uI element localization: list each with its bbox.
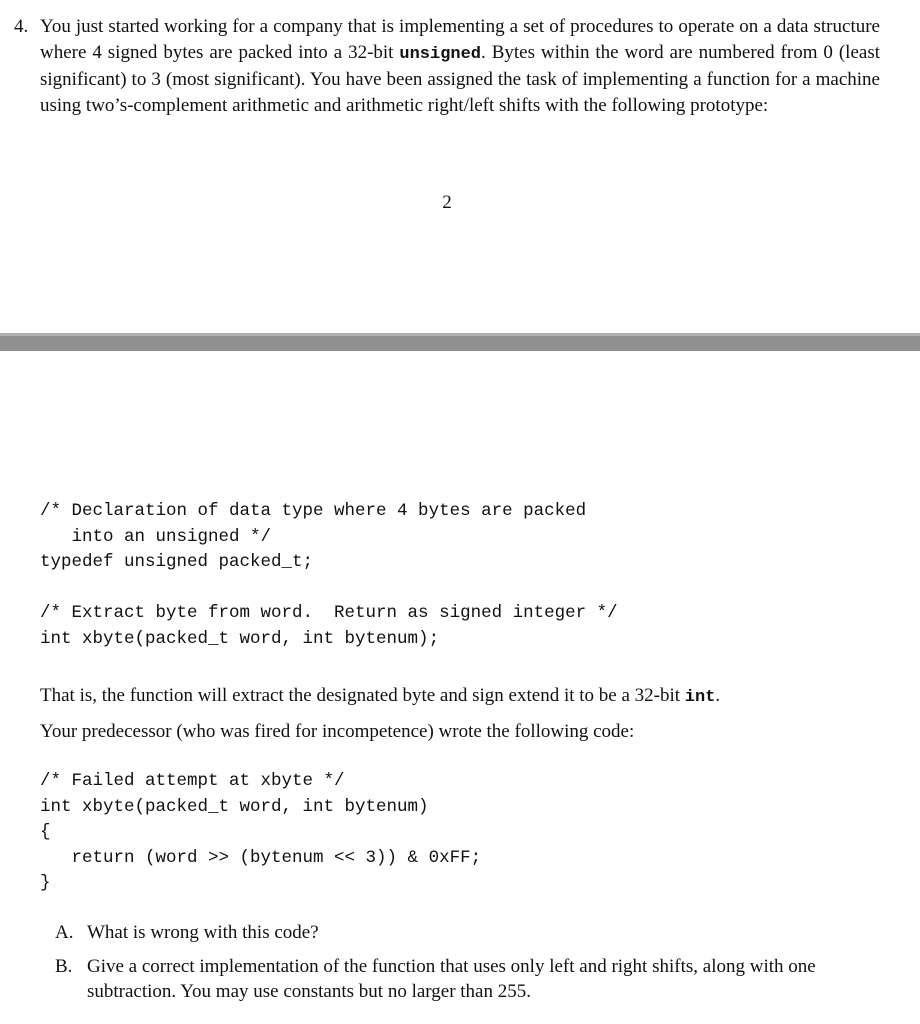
explanation-inline-code: int <box>684 688 716 707</box>
question-label: B. <box>55 955 73 977</box>
code-line: int xbyte(packed_t word, int bytenum) <box>40 796 429 817</box>
code-line: /* Declaration of data type where 4 bytes are packed <box>40 501 587 521</box>
code-line: { <box>40 822 51 842</box>
problem-text <box>40 14 880 118</box>
prototype-code-block <box>40 499 618 652</box>
question-list <box>55 920 885 1005</box>
page-break-divider <box>0 333 920 351</box>
question-text: What is wrong with this code? <box>87 922 319 943</box>
question-item <box>55 954 885 1005</box>
explanation-period: . <box>715 685 721 706</box>
code-line: into an unsigned */ <box>40 526 272 547</box>
code-line: return (word >> (bytenum << 3)) & 0xFF; <box>40 847 482 868</box>
problem-statement <box>14 14 880 213</box>
question-item <box>55 920 885 946</box>
failed-code-block <box>40 769 481 897</box>
code-line: typedef unsigned packed_t; <box>40 552 314 572</box>
problem-inline-code: unsigned <box>399 44 482 64</box>
code-line: /* Failed attempt at xbyte */ <box>40 771 345 791</box>
problem-text-part2: . Bytes within the word are numbered from 0 (least significant) to 3 (most significant). You have been assigned the task of implementing a function for a machine using two’s-complement arithmetic and arithmetic right/left shifts with the following prototype: <box>40 41 880 116</box>
question-label: A. <box>55 922 74 943</box>
explanation-text: That is, the function will extract the designated byte and sign extend it to be a 32-bit <box>40 685 685 706</box>
question-text: Give a correct implementation of the function that uses only left and right shifts, along with one subtraction. You may use constants but no larger than 255. <box>87 955 816 1002</box>
explanation-line-1 <box>40 683 880 710</box>
explanation-paragraph <box>40 683 880 744</box>
page-number: 2 <box>442 192 452 213</box>
problem-number: 4. <box>14 16 29 37</box>
problem-text-part1: You just started working for a company that is implementing a set of procedures to operate on a data structure where 4 signed bytes are packed into a 32-bit <box>40 16 880 63</box>
code-line <box>40 576 618 602</box>
code-line: /* Extract byte from word. Return as signed integer */ <box>40 603 618 623</box>
explanation-line-2: Your predecessor (who was fired for incompetence) wrote the following code: <box>40 721 635 742</box>
code-line: int xbyte(packed_t word, int bytenum); <box>40 628 440 649</box>
code-line: } <box>40 873 51 893</box>
